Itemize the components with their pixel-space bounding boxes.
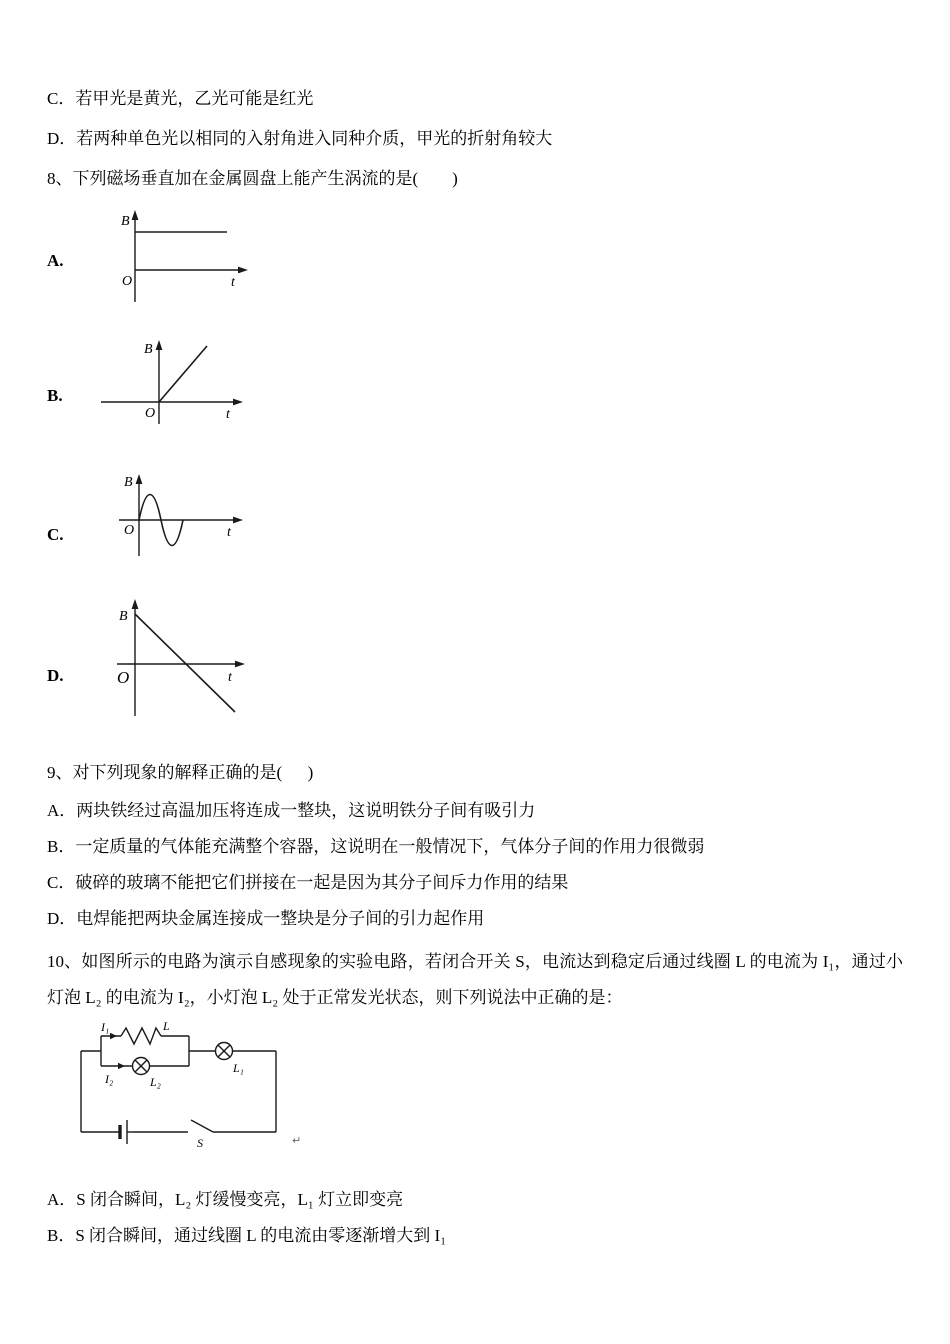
q9-stem: 9、对下列现象的解释正确的是( ) [47,763,314,782]
b-axis-label: B [144,342,153,357]
q10-option-b: B．S 闭合瞬间，通过线圈 L 的电流由零逐渐增大到 I₁ [47,1226,447,1245]
t-axis-arrow-icon [238,267,248,274]
q9-option-b: B．一定质量的气体能充满整个容器，这说明在一般情况下，气体分子间的作用力很微弱 [47,837,705,856]
b-axis-arrow-icon [136,474,143,484]
b-axis-label: B [119,609,128,624]
b-axis-label: B [121,214,130,229]
q8-stem: 8、下列磁场垂直加在金属圆盘上能产生涡流的是( ) [47,169,458,188]
t-axis-arrow-icon [233,517,243,524]
q8-option-c [47,472,903,562]
rising-b-line [159,346,207,402]
current-i1-label: I₁ [101,1020,110,1034]
bulb-l1-label: L₁ [233,1061,244,1075]
b-axis-arrow-icon [132,210,139,220]
bulb-l2-label: L₂ [150,1075,161,1089]
origin-label: O [117,668,130,687]
q8-option-d-label: D. [47,666,64,685]
b-axis-arrow-icon [156,340,163,350]
q9-option-c: C．破碎的玻璃不能把它们拼接在一起是因为其分子间斥力作用的结果 [47,873,569,892]
t-axis-label: t [227,525,231,540]
coil-l-label: L [163,1020,170,1033]
return-mark-icon: ↵ [292,1134,302,1147]
q8-option-a [47,208,903,310]
q10-circuit-diagram [61,1020,316,1158]
q8-graph-constant [97,208,262,310]
q8-graph-linear-decreasing [97,598,262,722]
t-axis-label: t [228,670,232,685]
q10-option-a: A．S 闭合瞬间，L₂ 灯缓慢变亮，L₁ 灯立即变亮 [47,1190,404,1209]
q8-graph-linear-increasing [97,338,252,428]
current-i2-label: I₂ [105,1072,114,1086]
falling-b-line [135,614,235,712]
t-axis-arrow-icon [235,661,245,668]
b-axis-label: B [124,475,133,490]
current-i1-arrow-icon [110,1033,117,1039]
q8-graph-sinusoidal [97,472,252,562]
origin-label: O [145,406,156,421]
q10-circuit-figure [61,1020,903,1163]
q9-option-d: D．电焊能把两块金属连接成一整块是分子间的引力起作用 [47,909,485,928]
origin-label: O [122,274,133,289]
switch-s-label: S [197,1136,203,1150]
coil-symbol [121,1028,161,1044]
q10-stem: 10、如图所示的电路为演示自感现象的实验电路，若闭合开关 S，电流达到稳定后通过线圈 L 的电流为 I₁，通过小灯泡 L₂ 的电流为 I₂，小灯泡 L₂ 处于正常发光状态，则下列说法中正确的是： [47,952,903,1007]
b-axis-arrow-icon [132,599,139,609]
q8-option-b [47,338,903,428]
q8-option-a-label: A. [47,251,64,270]
t-axis-label: t [231,275,235,290]
q8-option-c-label: C. [47,525,64,544]
current-i2-arrow-icon [118,1063,125,1069]
t-axis-label: t [226,407,230,422]
q8-option-b-label: B. [47,386,63,405]
origin-label: O [124,523,135,538]
q9-option-a: A．两块铁经过高温加压将连成一整块，这说明铁分子间有吸引力 [47,801,536,820]
q7-option-d: D．若两种单色光以相同的入射角进入同种介质，甲光的折射角较大 [47,129,553,148]
switch-blade [191,1120,213,1132]
q8-option-d [47,598,903,722]
q7-option-c: C．若甲光是黄光，乙光可能是红光 [47,89,314,108]
t-axis-arrow-icon [233,399,243,406]
